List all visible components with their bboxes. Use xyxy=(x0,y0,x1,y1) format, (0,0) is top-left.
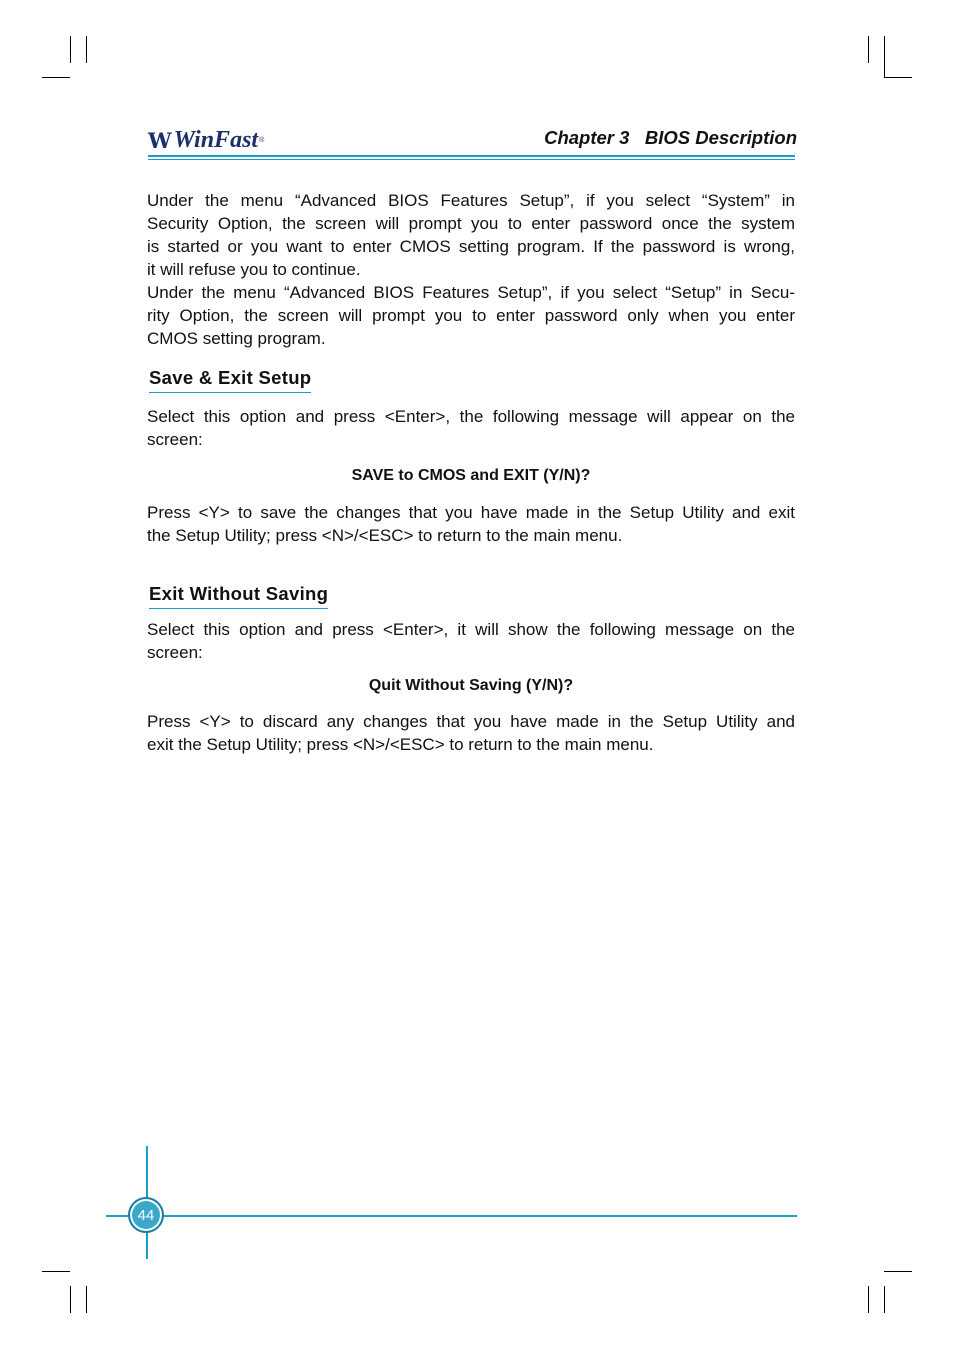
text-line: screen: xyxy=(147,430,203,449)
section-heading-exit-without-saving: Exit Without Saving xyxy=(149,583,328,609)
crop-mark xyxy=(86,36,87,63)
header-rule xyxy=(148,155,795,157)
crop-mark xyxy=(70,1286,71,1313)
exit-nosave-description xyxy=(147,710,795,756)
save-exit-description xyxy=(147,501,795,547)
text-line: Select this option and press <Enter>, the following message will appear on the xyxy=(147,407,795,426)
text-line: Press <Y> to discard any changes that you have made in the Setup Utility and xyxy=(147,712,795,731)
text-line: the Setup Utility; press <N>/<ESC> to return to the main menu. xyxy=(147,526,623,545)
crop-mark xyxy=(86,1286,87,1313)
text-line: Select this option and press <Enter>, it will show the following message on the xyxy=(147,620,795,639)
text-line: exit the Setup Utility; press <N>/<ESC> to return to the main menu. xyxy=(147,735,654,754)
header-rule xyxy=(148,159,795,160)
crop-mark xyxy=(884,36,885,77)
crop-mark xyxy=(42,77,70,78)
logo-registered: ® xyxy=(259,136,265,144)
section-heading-save-exit: Save & Exit Setup xyxy=(149,367,311,393)
text-line: Press <Y> to save the changes that you have made in the Setup Utility and exit xyxy=(147,503,795,522)
text-line: screen: xyxy=(147,643,203,662)
text-line: rity Option, the screen will prompt you to enter password only when you enter xyxy=(147,306,795,325)
footer-rule xyxy=(106,1215,797,1217)
page-number: 44 xyxy=(128,1197,164,1233)
text-line: Security Option, the screen will prompt you to enter password once the system xyxy=(147,214,795,233)
text-line: CMOS setting program. xyxy=(147,329,326,348)
chapter-title: Chapter 3 BIOS Description xyxy=(544,127,797,148)
crop-mark xyxy=(70,36,71,63)
save-exit-prompt: SAVE to CMOS and EXIT (Y/N)? xyxy=(351,467,591,484)
text-line: is started or you want to enter CMOS setting program. If the password is wrong, xyxy=(147,237,795,256)
text-line: it will refuse you to continue. xyxy=(147,260,361,279)
crop-mark xyxy=(868,1286,869,1313)
intro-paragraph xyxy=(147,189,795,350)
text-line: Under the menu “Advanced BIOS Features Setup”, if you select “Setup” in Secu- xyxy=(147,283,795,302)
crop-mark xyxy=(884,1271,912,1272)
crop-mark xyxy=(868,36,869,63)
text-line: Under the menu “Advanced BIOS Features Setup”, if you select “System” in xyxy=(147,191,795,210)
crop-mark xyxy=(42,1271,70,1272)
logo-text: WinFast xyxy=(173,126,259,153)
crop-mark xyxy=(884,77,912,78)
winfast-logo xyxy=(148,126,264,154)
logo-mark: W xyxy=(148,127,170,153)
exit-nosave-paragraph xyxy=(147,618,795,664)
save-exit-paragraph xyxy=(147,405,795,451)
exit-nosave-prompt: Quit Without Saving (Y/N)? xyxy=(368,677,574,694)
crop-mark xyxy=(884,1286,885,1313)
